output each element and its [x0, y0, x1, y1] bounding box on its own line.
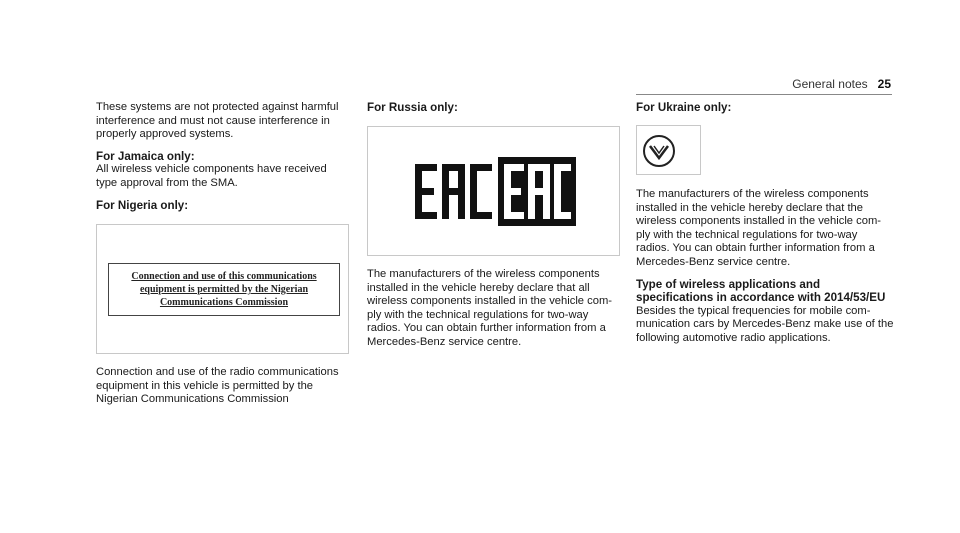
- eac-mark-image: [367, 126, 620, 256]
- russia-paragraph: The manufacturers of the wireless components installed in the vehicle hereby declare that all wireless components installed in the vehicle com- ply with the technical regulations for two-way radios. You can obtain further information from a Mercedes-Benz service centre.: [367, 268, 612, 348]
- page-number: 25: [877, 77, 891, 91]
- section-title: General notes: [792, 77, 868, 91]
- intro-paragraph: These systems are not protected against harmful interference and must not cause interference in properly approved systems.: [96, 101, 339, 141]
- nigeria-caption: Connection and use of the radio communications equipment in this vehicle is permitted by the Nigerian Communications Commission: [96, 366, 339, 406]
- eac-conformity-mark-icon: [368, 127, 621, 257]
- ukraine-text-block: [636, 188, 894, 354]
- ukraine-heading: For Ukraine only:: [636, 101, 732, 114]
- nigeria-heading: For Nigeria only:: [96, 198, 189, 212]
- jamaica-paragraph: All wireless vehicle components have received type approval from the SMA.: [96, 163, 327, 189]
- wireless-types-heading: Type of wireless applications and specifications in accordance with 2014/53/EU: [636, 277, 886, 305]
- nigeria-notice-line: equipment is permitted by the Nigerian: [139, 284, 309, 295]
- page-header: [792, 77, 891, 91]
- russia-heading: For Russia only:: [367, 101, 458, 114]
- ukraine-paragraph: The manufacturers of the wireless components installed in the vehicle hereby declare that the wireless components installed in the vehicle com- ply with the technical regulations for two-way radios. You can obtain further information from a Mercedes-Benz service centre.: [636, 188, 881, 268]
- nigeria-notice-line: Communications Commission: [159, 297, 289, 308]
- wireless-types-paragraph: Besides the typical frequencies for mobile com- munication cars by Mercedes-Benz make use of the following automotive radio applications.: [636, 304, 894, 344]
- nigeria-notice-box: [108, 263, 340, 316]
- ukraine-conformity-mark-icon: [637, 126, 702, 176]
- jamaica-heading: For Jamaica only:: [96, 149, 195, 163]
- nigeria-notice-line: Connection and use of this communications: [131, 271, 317, 282]
- nigeria-notice-image: [96, 224, 349, 354]
- column-left: [96, 101, 350, 212]
- ukraine-mark-image: [636, 125, 701, 175]
- header-divider: [636, 94, 892, 95]
